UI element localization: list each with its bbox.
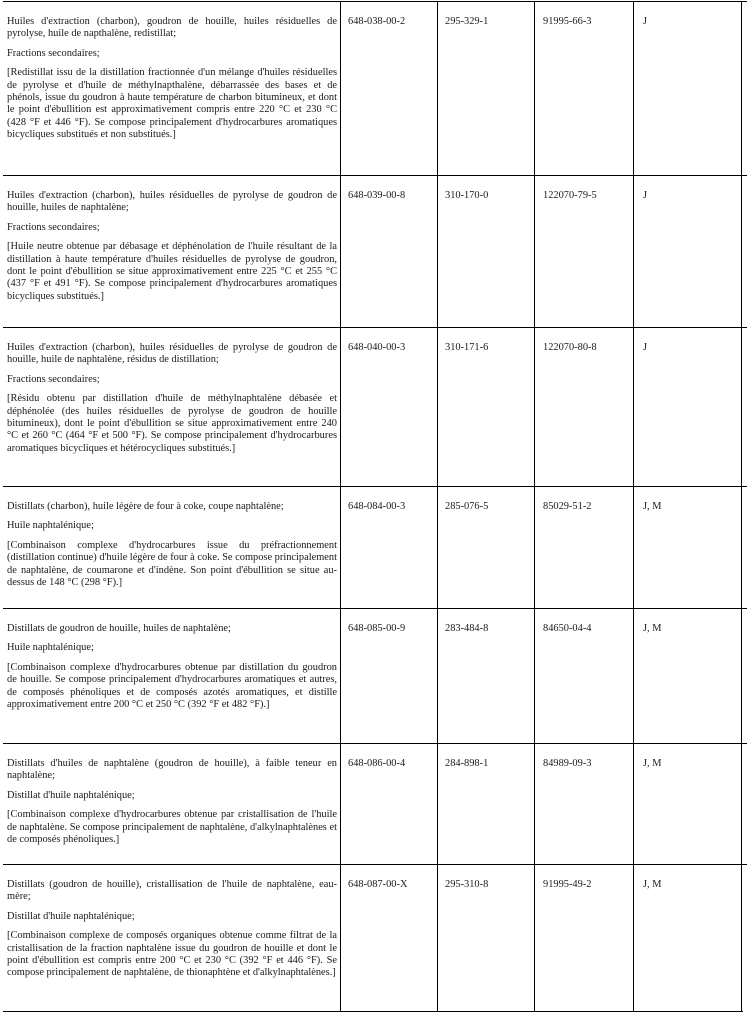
substance-description-cell [7, 758, 337, 853]
cas-number: 85029-51-2 [543, 501, 592, 512]
cas-number: 91995-49-2 [543, 879, 592, 890]
ec-number: 310-171-6 [445, 342, 489, 353]
substance-category: Distillat d'huile naphtalénique; [7, 789, 135, 801]
ec-number: 295-329-1 [445, 16, 489, 27]
table-row [3, 175, 747, 327]
notes: J [643, 190, 648, 201]
index-number: 648-040-00-3 [348, 342, 406, 353]
substance-category: Distillat d'huile naphtalénique; [7, 910, 135, 922]
table-row [3, 1, 747, 175]
notes: J, M [643, 758, 662, 769]
index-number: 648-039-00-8 [348, 190, 406, 201]
cas-number: 84989-09-3 [543, 758, 592, 769]
table-row [3, 743, 747, 864]
substance-description-cell [7, 16, 337, 149]
ec-number: 310-170-0 [445, 190, 489, 201]
substance-description: [Résidu obtenu par distillation d'huile de méthylnaphtalène débasée et déphénolée (des huiles résiduelles de pyrolyse de goudron de houille bitumineux), dont le point d'ébullition se situe approximativement entre 240 °C et 260 °C (464 °F et 500 °F). Se compose principalement d'hydrocarbures aromatiques bicycliques et hétérocycliques substitués.] [7, 393, 337, 454]
cas-number: 84650-04-4 [543, 623, 592, 634]
substance-description: [Combinaison complexe d'hydrocarbures issue du préfractionnement (distillation continue) d'huile légère de four à coke. Se compose principalement de naphtalène, de coumarone et d'indène. Son point d'ébullition se situe au-dessus de 148 °C (298 °F).] [7, 539, 337, 589]
substance-category: Fractions secondaires; [7, 47, 100, 59]
substance-name: Distillats d'huiles de naphtalène (goudron de houille), à faible teneur en naphtalène; [7, 758, 337, 782]
substance-description-cell [7, 190, 337, 310]
notes: J [643, 16, 648, 27]
substance-name: Huiles d'extraction (charbon), goudron de houille, huiles résiduelles de pyrolyse, huile de napthalène, redistillat; [7, 16, 337, 40]
cas-number: 91995-66-3 [543, 16, 592, 27]
ec-number: 284-898-1 [445, 758, 489, 769]
table-row [3, 327, 747, 486]
substance-description: [Redistillat issu de la distillation fractionnée d'un mélange d'huiles résiduelles de pyrolyse et d'huile de méthylnapthalène, débarrassée des bases et de phénols, issue du goudron à haute température de charbon bitumineux, et dont le point d'ébullition est approximativement compris entre 220 °C et 230 °C (428 °F et 446 °F). Se compose principalement d'hydrocarbures aromatiques bicycliques substitués et non substitués.] [7, 67, 337, 141]
substance-description: [Combinaison complexe d'hydrocarbures obtenue par cristallisation de l'huile de naphtalène. Se compose principalement de naphtalène, d'alkylnaphtalènes et de composés phénoliques.] [7, 809, 337, 846]
ec-number: 283-484-8 [445, 623, 489, 634]
table-bottom-border [3, 1011, 743, 1012]
index-number: 648-085-00-9 [348, 623, 406, 634]
substance-description: [Huile neutre obtenue par débasage et déphénolation de l'huile résultant de la distillation à haute température d'huiles résiduelles de pyrolyse de goudron, dont le point d'ébullition se situe approximativement entre 225 °C et 255 °C (437 °F et 491 °F). Se compose principalement d'hydrocarbures aromatiques bicycliques substitués.] [7, 241, 337, 302]
substance-description: [Combinaison complexe d'hydrocarbures obtenue par distillation du goudron de houille. Se compose principalement d'hydrocarbures aromatiques et autres, de composés phénoliques et de composés azotés aromatiques, et distille approximativement entre 200 °C et 250 °C (392 °F et 482 °F).] [7, 661, 337, 711]
index-number: 648-038-00-2 [348, 16, 406, 27]
substance-description-cell [7, 342, 337, 462]
substance-table [3, 1, 747, 1017]
table-row [3, 864, 747, 1012]
substance-description-cell [7, 501, 337, 596]
table-row [3, 486, 747, 608]
substance-name: Huiles d'extraction (charbon), huiles résiduelles de pyrolyse de goudron de houille, huiles de naphtalène; [7, 190, 337, 214]
substance-category: Fractions secondaires; [7, 373, 100, 385]
ec-number: 285-076-5 [445, 501, 489, 512]
cas-number: 122070-80-8 [543, 342, 597, 353]
substance-description-cell [7, 879, 337, 987]
substance-name: Huiles d'extraction (charbon), huiles résiduelles de pyrolyse de goudron de houille, huile de naphtalène, résidus de distillation; [7, 342, 337, 366]
ec-number: 295-310-8 [445, 879, 489, 890]
substance-category: Huile naphtalénique; [7, 642, 94, 654]
cas-number: 122070-79-5 [543, 190, 597, 201]
notes: J, M [643, 623, 662, 634]
index-number: 648-087-00-X [348, 879, 408, 890]
substance-description-cell [7, 623, 337, 718]
notes: J, M [643, 501, 662, 512]
notes: J, M [643, 879, 662, 890]
substance-category: Huile naphtalénique; [7, 520, 94, 532]
notes: J [643, 342, 648, 353]
index-number: 648-084-00-3 [348, 501, 406, 512]
index-number: 648-086-00-4 [348, 758, 406, 769]
substance-name: Distillats (charbon), huile légère de four à coke, coupe naphtalène; [7, 501, 284, 512]
substance-description: [Combinaison complexe de composés organiques obtenue comme filtrat de la cristallisation de la fraction naphtalène issue du goudron de houille et dont le point d'ébullition est compris entre 200 °C et 230 °C (392 °F et 446 °F). Se compose principalement de naphtalène, de thionaphtène et d'alkylnaphtalènes.] [7, 930, 337, 979]
substance-name: Distillats (goudron de houille), cristallisation de l'huile de naphtalène, eau-mère; [7, 879, 337, 903]
substance-name: Distillats de goudron de houille, huiles de naphtalène; [7, 623, 231, 634]
table-row [3, 608, 747, 743]
substance-category: Fractions secondaires; [7, 221, 100, 233]
